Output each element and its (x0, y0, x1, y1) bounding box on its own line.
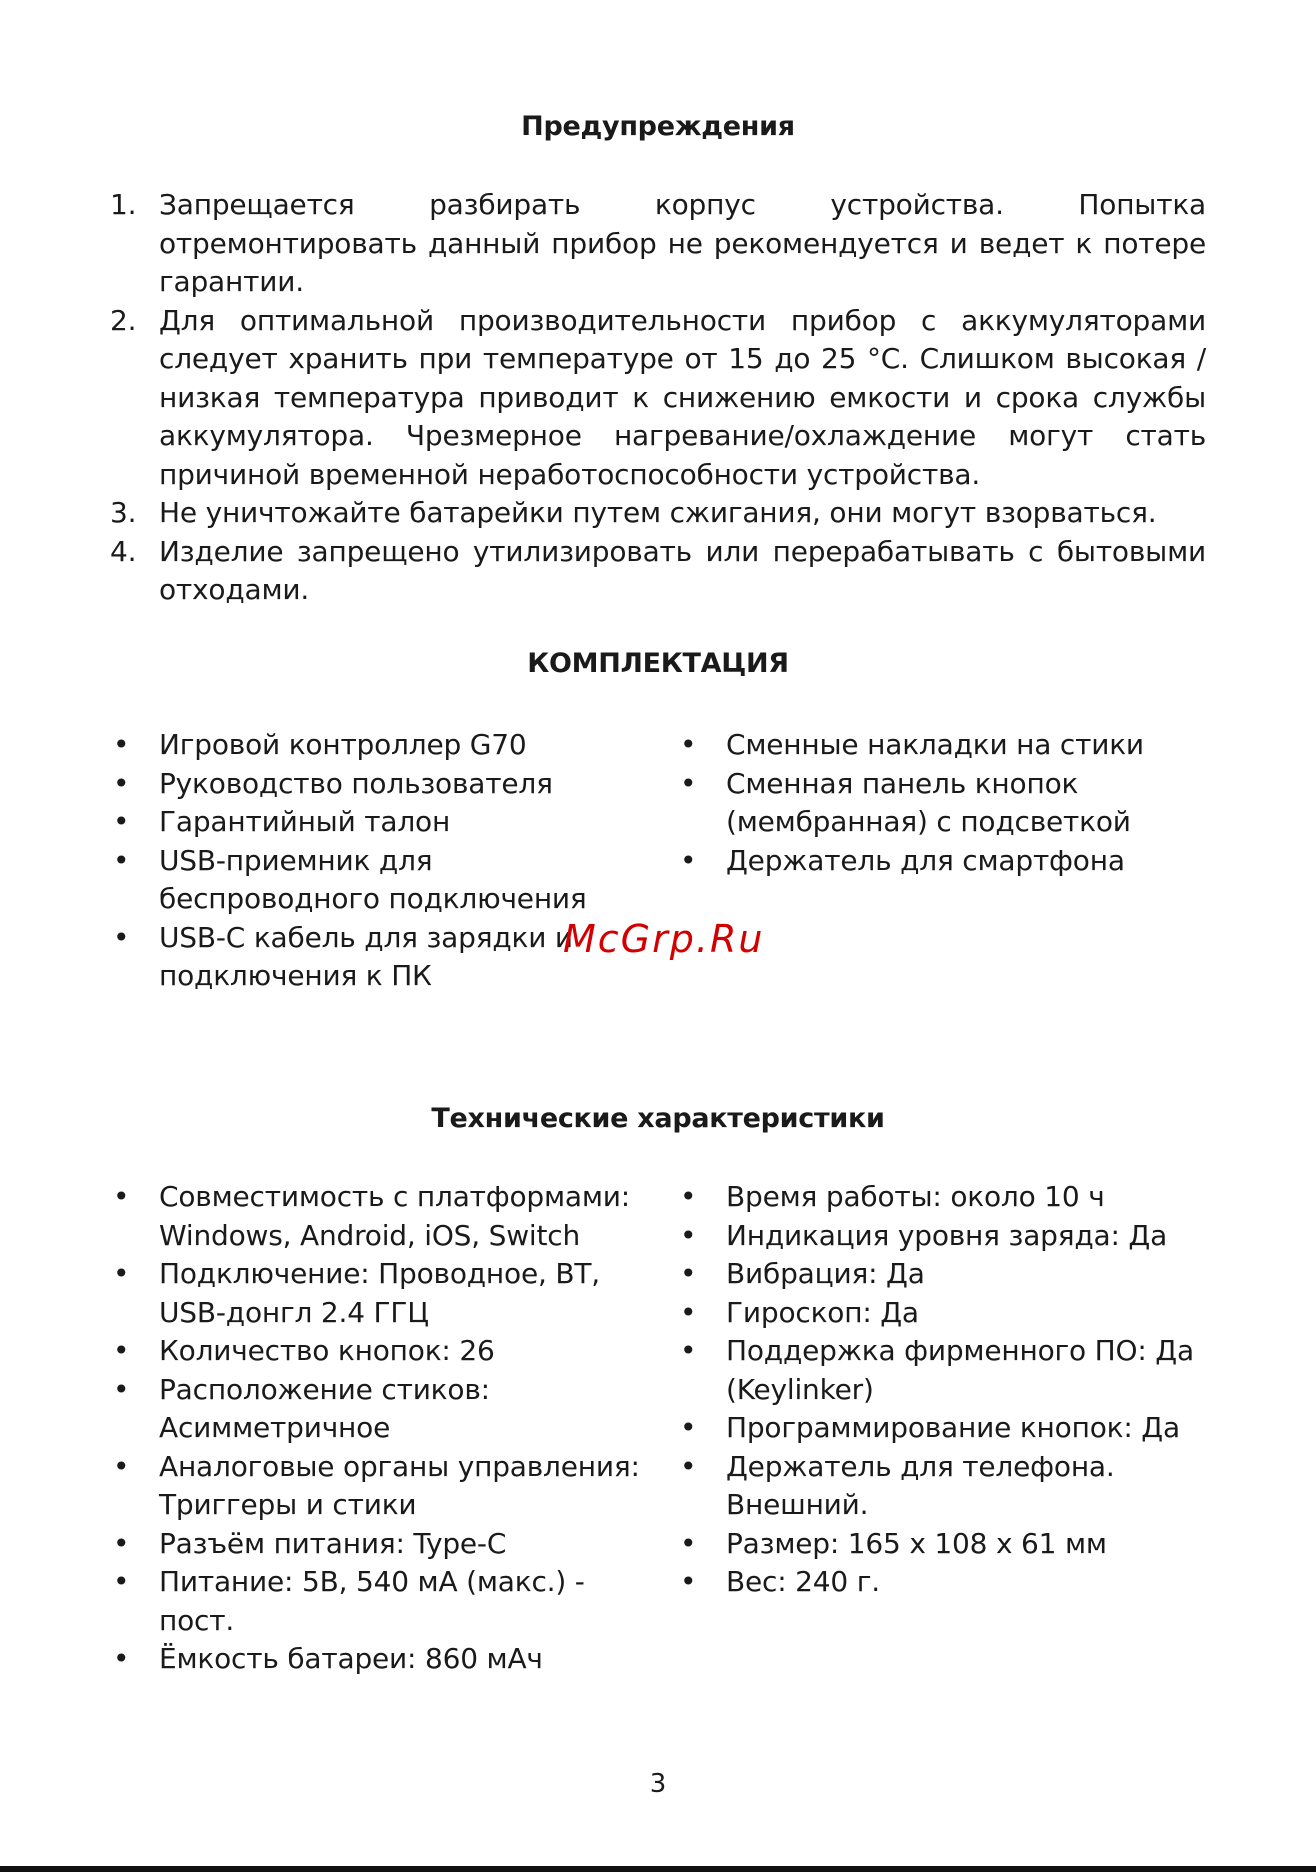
package-item-text: USB-C кабель для зарядки и подключения к ПК (159, 920, 573, 992)
spec-item-text: Размер: 165 х 108 х 61 мм (726, 1526, 1107, 1560)
spec-item (677, 1178, 1237, 1217)
spec-item (110, 1563, 655, 1640)
spec-item-text: Держатель для телефона. Внешний. (726, 1449, 1115, 1521)
bullet-icon: • (680, 1218, 697, 1252)
spec-item (677, 1294, 1237, 1333)
bullet-icon: • (680, 1411, 697, 1444)
bottom-border (0, 1866, 1316, 1872)
package-item-text: Руководство пользователя (159, 766, 553, 800)
spec-item (677, 1409, 1237, 1448)
bullet-icon: • (113, 1180, 130, 1213)
spec-item (677, 1217, 1237, 1256)
bullet-icon: • (680, 1526, 697, 1560)
warning-text: Для оптимальной производительности прибор с аккумуляторами следует хранить при температуре от 15 до 25 °С. Слишком высокая / низкая температура приводит к снижению емкости и срока службы аккумулятора. Чрезмерное нагревание/охлаждение могут стать причиной временной неработоспособности устройства. (159, 303, 1206, 491)
bullet-icon: • (113, 805, 130, 838)
spec-item (677, 1525, 1237, 1564)
spec-item-text: Разъём питания: Type-C (159, 1526, 507, 1560)
bullet-icon: • (113, 1642, 130, 1675)
spec-item-text: Ёмкость батареи: 860 мАч (159, 1642, 543, 1675)
spec-item (677, 1563, 1237, 1602)
bullet-icon: • (113, 1257, 130, 1290)
warning-item (110, 533, 1206, 610)
spec-item (110, 1371, 655, 1448)
warning-text: Не уничтожайте батарейки путем сжигания, они могут взорваться. (159, 496, 1157, 529)
spec-item-text: Совместимость с платформами: Windows, Android, iOS, Switch (159, 1180, 631, 1252)
spec-item-text: Подключение: Проводное, BT, USB-донгл 2.4 ГГЦ (159, 1257, 600, 1329)
package-item-text: Сменные накладки на стики (726, 728, 1144, 761)
warnings-heading: Предупреждения (521, 111, 795, 142)
bullet-icon: • (113, 1565, 130, 1598)
spec-item (110, 1178, 655, 1255)
specs-list-left (110, 1178, 655, 1679)
warnings-list (110, 186, 1206, 610)
spec-item-text: Количество кнопок: 26 (159, 1334, 495, 1367)
package-heading: КОМПЛЕКТАЦИЯ (527, 648, 789, 679)
spec-item (110, 1255, 655, 1332)
package-item-text: Игровой контроллер G70 (159, 728, 527, 761)
bullet-icon: • (680, 843, 697, 877)
spec-item-text: Поддержка фирменного ПО: Да (Keylinker) (726, 1334, 1194, 1406)
spec-item (677, 1332, 1237, 1409)
spec-item-text: Вибрация: Да (726, 1257, 925, 1290)
bullet-icon: • (680, 766, 697, 800)
bullet-icon: • (113, 1449, 130, 1483)
warning-number: 1. (110, 188, 137, 221)
spec-item (677, 1448, 1237, 1525)
bullet-icon: • (680, 1257, 697, 1290)
warning-text: Изделие запрещено утилизировать или перерабатывать с бытовыми отходами. (159, 534, 1206, 606)
bullet-icon: • (113, 1334, 130, 1367)
package-item-text: Гарантийный талон (159, 805, 451, 838)
bullet-icon: • (113, 843, 130, 877)
bullet-icon: • (680, 1180, 697, 1213)
spec-item-text: Вес: 240 г. (726, 1565, 880, 1598)
package-item-text: USB-приемник для беспроводного подключения (159, 843, 587, 915)
bullet-icon: • (680, 1449, 697, 1483)
package-item (110, 765, 655, 804)
spec-item (110, 1448, 655, 1525)
specs-heading: Технические характеристики (431, 1103, 885, 1134)
warning-item (110, 186, 1206, 302)
package-item-text: Держатель для смартфона (726, 843, 1125, 877)
bullet-icon: • (680, 1295, 697, 1329)
bullet-icon: • (113, 766, 130, 800)
package-item (110, 842, 655, 919)
spec-item (110, 1332, 655, 1371)
package-item (110, 726, 655, 765)
bullet-icon: • (680, 1565, 697, 1598)
bullet-icon: • (680, 728, 697, 761)
package-item (677, 842, 1237, 881)
spec-item (110, 1640, 655, 1679)
page-number: 3 (649, 1769, 667, 1799)
bullet-icon: • (113, 1372, 130, 1406)
warning-item (110, 494, 1206, 533)
bullet-icon: • (113, 1526, 130, 1560)
watermark-link[interactable]: McGrp.Ru (563, 917, 765, 961)
spec-item-text: Аналоговые органы управления: Триггеры и стики (159, 1449, 640, 1521)
bullet-icon: • (680, 1334, 697, 1367)
specs-list-right (677, 1178, 1237, 1602)
warning-item (110, 302, 1206, 495)
spec-item (677, 1255, 1237, 1294)
spec-item-text: Гироскоп: Да (726, 1295, 919, 1329)
spec-item-text: Индикация уровня заряда: Да (726, 1218, 1168, 1252)
spec-item-text: Расположение стиков: Асимметричное (159, 1372, 490, 1444)
warning-number: 2. (110, 303, 137, 337)
package-item-text: Сменная панель кнопок (мембранная) с подсветкой (726, 766, 1131, 838)
spec-item-text: Программирование кнопок: Да (726, 1411, 1180, 1444)
warning-number: 3. (110, 496, 137, 529)
warning-text: Запрещается разбирать корпус устройства. Попытка отремонтировать данный прибор не рекомендуется и ведет к потере гарантии. (159, 188, 1206, 298)
package-item (110, 803, 655, 842)
package-item (677, 765, 1237, 842)
package-list-right (677, 726, 1237, 880)
package-item (677, 726, 1237, 765)
spec-item-text: Питание: 5В, 540 мА (макс.) - пост. (159, 1565, 585, 1637)
warning-number: 4. (110, 534, 137, 568)
bullet-icon: • (113, 728, 130, 761)
spec-item (110, 1525, 655, 1564)
bullet-icon: • (113, 920, 130, 954)
spec-item-text: Время работы: около 10 ч (726, 1180, 1105, 1213)
